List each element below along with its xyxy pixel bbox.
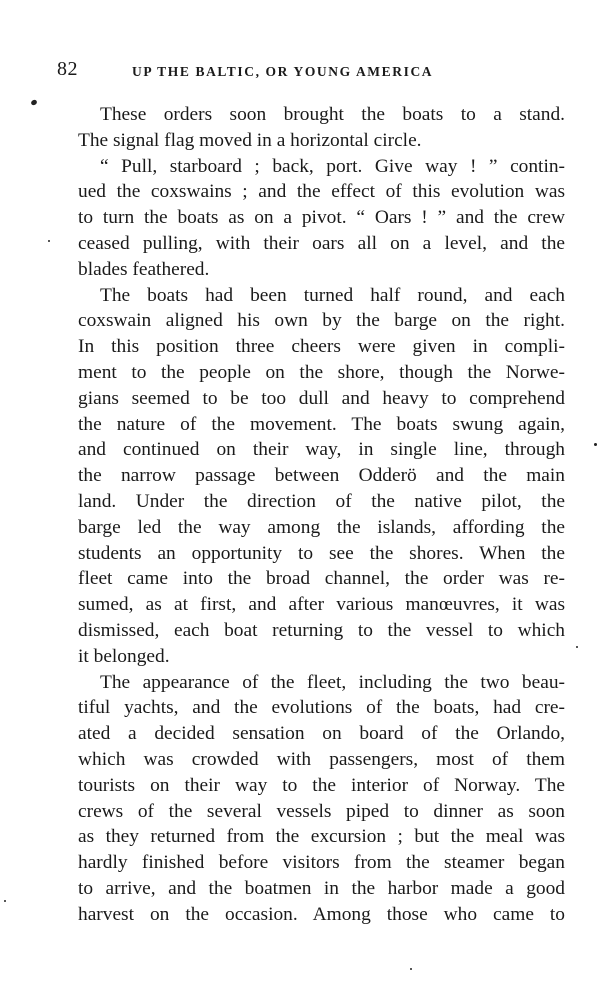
text-line: which was crowded with passengers, most of them <box>78 748 565 770</box>
ink-speck <box>30 99 38 106</box>
text-line: blades feathered. <box>78 258 210 280</box>
text-line: ment to the people on the shore, though the Norwe- <box>78 361 565 383</box>
ink-speck <box>4 900 6 902</box>
text-line: it belonged. <box>78 645 170 667</box>
text-line: crews of the several vessels piped to dinner as soon <box>78 800 565 822</box>
text-line: dismissed, each boat returning to the vessel to which <box>78 619 565 641</box>
ink-speck <box>594 443 597 446</box>
text-line: tourists on their way to the interior of Norway. The <box>78 774 565 796</box>
paragraph <box>56 670 565 928</box>
text-line: to arrive, and the boatmen in the harbor made a good <box>78 877 565 899</box>
text-line: the narrow passage between Odderö and the main <box>78 465 565 487</box>
text-line: coxswain aligned his own by the barge on the right. <box>78 310 565 332</box>
text-line: The signal flag moved in a horizontal circle. <box>78 129 422 151</box>
text-line: The appearance of the fleet, including the two beau- <box>100 671 565 693</box>
ink-speck <box>576 646 578 648</box>
running-head: UP THE BALTIC, OR YOUNG AMERICA <box>132 64 434 79</box>
text-line: ceased pulling, with their oars all on a level, and the <box>78 232 565 254</box>
body-text <box>56 102 565 928</box>
paragraph <box>56 283 565 670</box>
text-line: barge led the way among the islands, affording the <box>78 516 565 538</box>
text-line: harvest on the occasion. Among those who came to <box>78 903 565 925</box>
text-line: as they returned from the excursion ; but the meal was <box>78 826 565 848</box>
text-line: In this position three cheers were given in compli- <box>78 336 565 358</box>
text-line: land. Under the direction of the native pilot, the <box>78 490 565 512</box>
text-line: gians seemed to be too dull and heavy to comprehend <box>78 387 565 409</box>
paragraph <box>56 102 565 154</box>
text-line: These orders soon brought the boats to a stand. <box>100 104 565 125</box>
text-line: ued the coxswains ; and the effect of this evolution was <box>78 181 565 203</box>
ink-speck <box>410 968 412 970</box>
text-line: sumed, as at first, and after various manœuvres, it was <box>78 594 565 616</box>
text-line: students an opportunity to see the shores. When the <box>78 542 565 564</box>
text-line: “ Pull, starboard ; back, port. Give way ! ” contin- <box>100 155 565 177</box>
text-line: hardly finished before visitors from the steamer began <box>78 852 565 874</box>
page-header <box>57 58 567 88</box>
page-number: 82 <box>57 58 78 80</box>
text-line: ated a decided sensation on board of the Orlando, <box>78 723 565 745</box>
paragraph <box>56 154 565 283</box>
text-line: fleet came into the broad channel, the order was re- <box>78 568 565 590</box>
text-line: The boats had been turned half round, and each <box>100 284 565 306</box>
text-line: the nature of the movement. The boats swung again, <box>78 413 565 435</box>
ink-speck <box>48 240 50 242</box>
text-line: tiful yachts, and the evolutions of the boats, had cre- <box>78 697 565 719</box>
text-line: and continued on their way, in single line, through <box>78 439 565 461</box>
text-line: to turn the boats as on a pivot. “ Oars ! ” and the crew <box>78 207 565 229</box>
